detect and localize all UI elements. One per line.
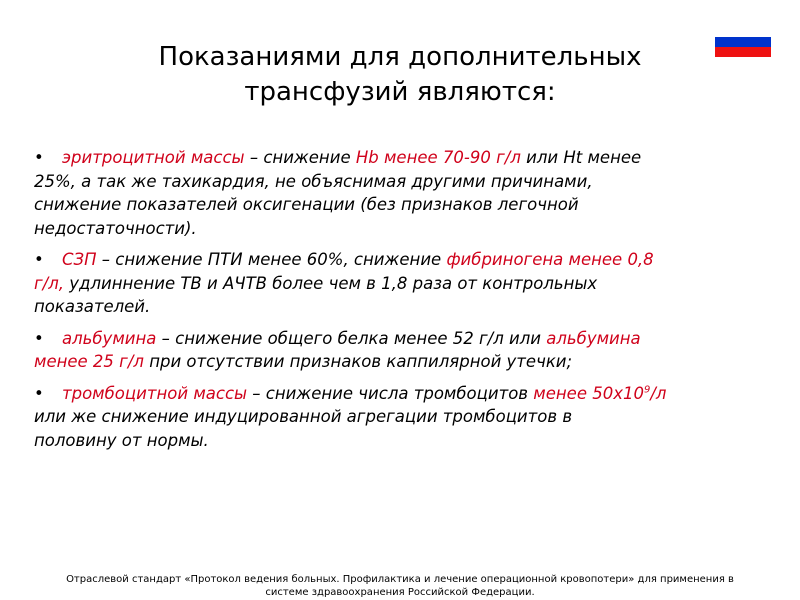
text-line: показателей.	[34, 297, 151, 316]
title-line-2: трансфузий являются:	[244, 77, 556, 107]
text-fragment: менее 50х10	[533, 383, 644, 403]
footer-line-2: системе здравоохранения Российской Федерации.	[265, 587, 535, 598]
footer-line-1: Отраслевой стандарт «Протокол ведения больных. Профилактика и лечение операционной кровопотери» для применения в	[66, 574, 734, 585]
text-fragment: при отсутствии признаков каппилярной утечки;	[143, 352, 573, 371]
text-line: недостаточности).	[34, 218, 197, 238]
term-albumin: альбумина	[62, 328, 157, 348]
term-platelet-mass: тромбоцитной массы	[62, 383, 248, 403]
text-fragment: – снижение	[244, 148, 356, 167]
text-line	[34, 350, 784, 374]
text-line: или же снижение индуцированной агрегации тромбоцитов в	[34, 407, 573, 426]
text-line: половину от нормы.	[34, 430, 209, 450]
threshold-albumin-term: альбумина	[546, 328, 641, 348]
bullet-marker: •	[34, 328, 44, 348]
threshold-platelets	[533, 384, 666, 403]
title-line-1: Показаниями для дополнительных	[158, 42, 642, 72]
superscript-exponent: 9	[643, 384, 651, 395]
slide-title	[0, 40, 800, 110]
text-line: 25%, а так же тахикардия, не объяснимая другими причинами,	[34, 171, 593, 191]
text-fragment: /л	[650, 383, 667, 403]
threshold-fibrinogen-unit: г/л,	[34, 273, 65, 293]
threshold-fibrinogen: фибриногена менее 0,8	[446, 250, 654, 269]
bullet-marker: •	[34, 148, 44, 167]
list-item-erythrocyte	[34, 146, 784, 240]
term-erythrocyte-mass: эритроцитной массы	[62, 148, 245, 167]
text-line: снижение показателей оксигенации (без признаков легочной	[34, 195, 579, 214]
threshold-albumin: менее 25 г/л	[34, 352, 144, 371]
text-fragment: – снижение ПТИ менее 60%, снижение	[96, 250, 447, 269]
list-item-ffp	[34, 248, 784, 319]
text-line	[34, 272, 784, 296]
text-fragment: удлиннение ТВ и АЧТВ более чем в 1,8 раза от контрольных	[64, 273, 598, 293]
flag-stripe-white	[715, 27, 771, 37]
list-item-platelet	[34, 382, 784, 453]
text-fragment: – снижение общего белка менее 52 г/л или	[156, 328, 547, 348]
footer-source-note	[0, 573, 800, 599]
bullet-marker: •	[34, 250, 44, 269]
term-ffp: СЗП	[62, 250, 97, 269]
bullet-marker: •	[34, 383, 44, 403]
indications-list	[34, 146, 784, 460]
text-fragment: или Ht менее	[520, 148, 642, 167]
text-fragment: – снижение числа тромбоцитов	[247, 383, 534, 403]
threshold-hb: Hb менее 70-90 г/л	[355, 148, 521, 167]
list-item-albumin	[34, 327, 784, 374]
